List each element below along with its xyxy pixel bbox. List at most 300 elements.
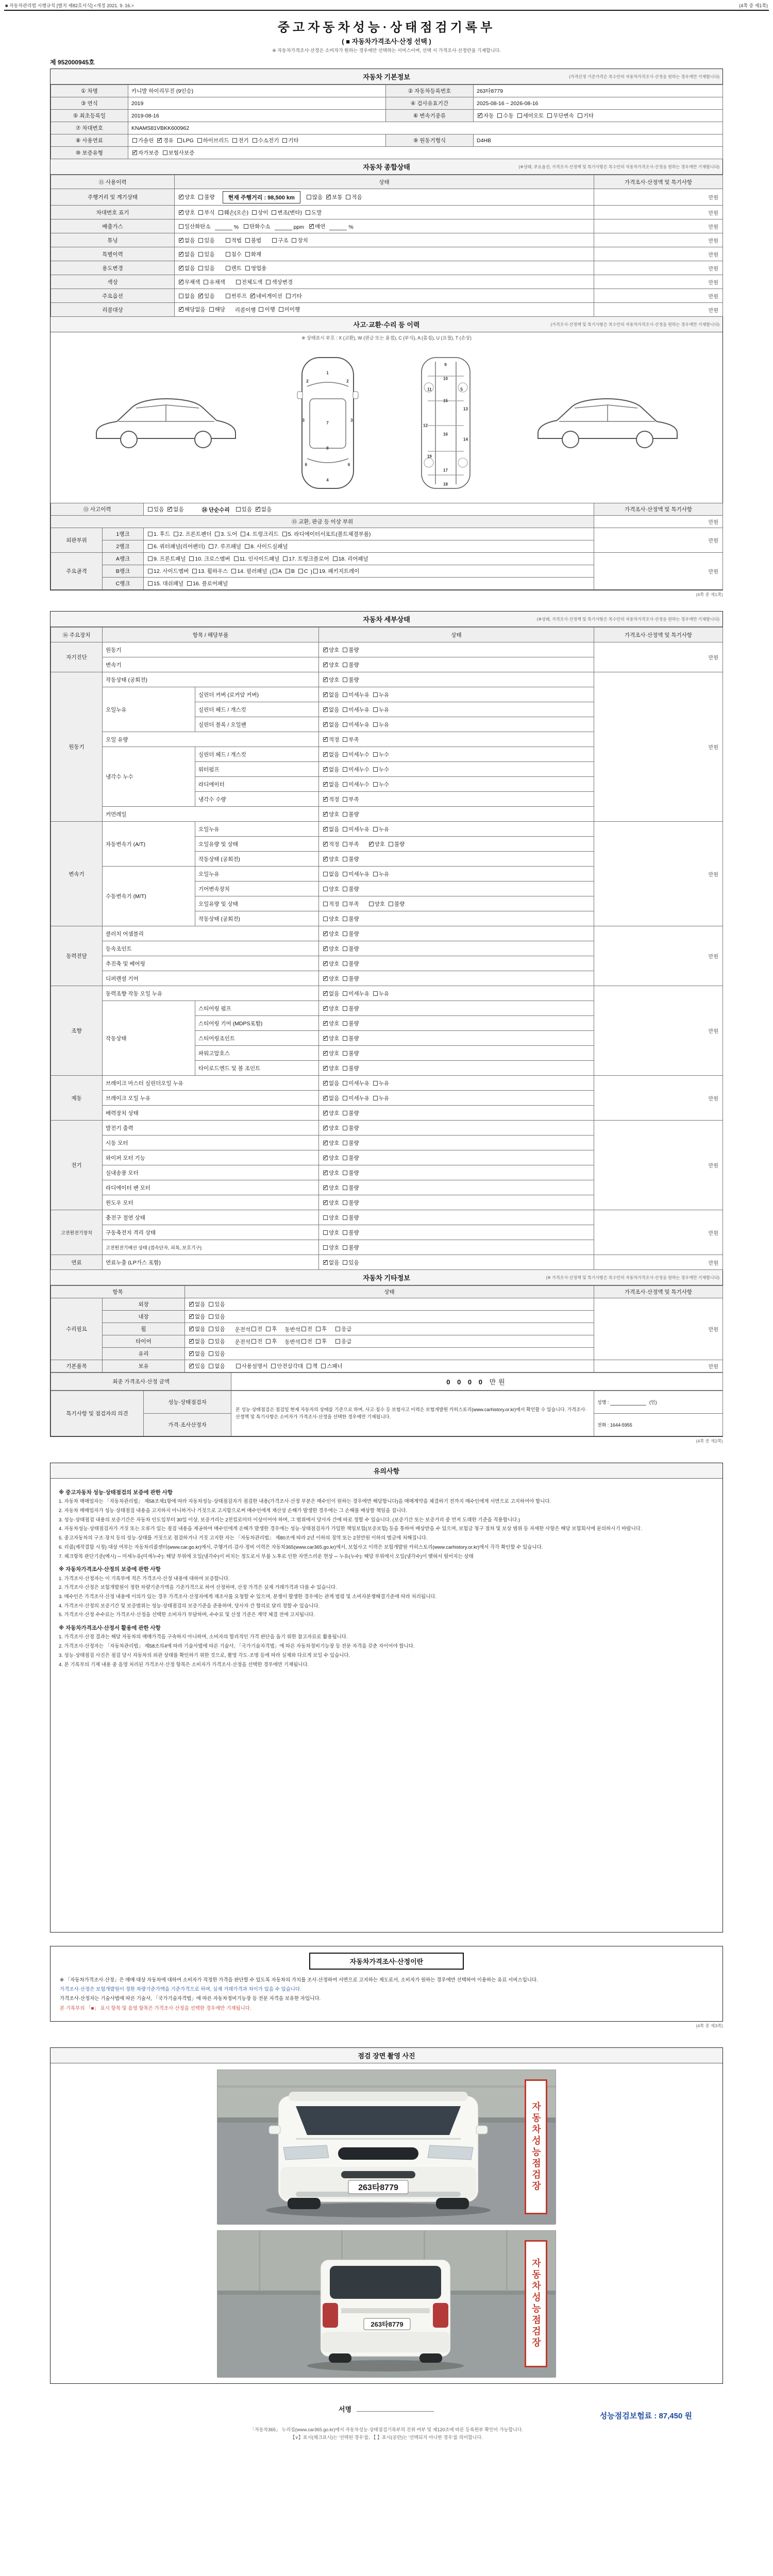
value-cell: [195, 1016, 319, 1031]
checkbox-불량[interactable]: 불량: [343, 1169, 359, 1177]
checkbox-기타[interactable]: 기타: [282, 137, 298, 144]
checkbox-잭[interactable]: 잭: [307, 1362, 317, 1370]
checkbox-15. 대쉬패널[interactable]: 15. 대쉬패널: [148, 580, 183, 587]
checkbox-18. 리어패널[interactable]: 18. 리어패널: [333, 555, 368, 563]
checkbox-기타[interactable]: 기타: [286, 292, 302, 300]
text: 주요옵션: [102, 293, 123, 299]
checkbox-가솔린[interactable]: 가솔린: [132, 137, 154, 144]
checkbox-양호[interactable]: ✓ 양호: [323, 855, 339, 863]
checkbox-불량[interactable]: 불량: [343, 1154, 359, 1162]
checkbox-B[interactable]: B: [285, 568, 295, 574]
checkbox-미세누유[interactable]: 미세누유: [343, 1094, 369, 1102]
checkbox-미세누수[interactable]: 미세누수: [343, 766, 369, 773]
checkbox-있음[interactable]: ✓ 있음: [189, 1362, 205, 1370]
checkbox-불량[interactable]: 불량: [343, 661, 359, 669]
checkbox-양호[interactable]: 양호: [323, 915, 339, 923]
checkbox-없음[interactable]: ✓ 없음: [179, 250, 195, 258]
checkbox-3. 도어[interactable]: 3. 도어: [215, 530, 237, 538]
checkbox-불량[interactable]: 불량: [343, 1049, 359, 1057]
value-cell: [319, 1240, 594, 1255]
checkbox-썬루프[interactable]: 썬루프: [226, 292, 247, 300]
checkbox-양호[interactable]: ✓ 양호: [323, 1020, 339, 1027]
value-cell: [103, 1180, 319, 1195]
section-note: (가격산정 기준가격은 복수안의 자동차가격조사·산정을 원하는 경우에만 기재합니다): [569, 74, 719, 79]
checkbox-없음[interactable]: ✓ 없음: [179, 236, 195, 244]
checkbox-box-icon: [209, 1302, 213, 1307]
checkbox-무채색[interactable]: ✓ 무채색: [179, 278, 200, 286]
checkbox-누유[interactable]: 누유: [373, 825, 389, 833]
value-cell: [594, 1121, 723, 1210]
checkbox-19. 패키지트레이[interactable]: 19. 패키지트레이: [313, 567, 359, 575]
checkbox-누유[interactable]: 누유: [373, 1079, 389, 1087]
checkbox-후[interactable]: 후: [316, 1325, 327, 1333]
checkbox-13. 휠하우스[interactable]: 13. 휠하우스: [192, 567, 228, 575]
checkbox-기타[interactable]: 기타: [578, 112, 594, 120]
text: 2019: [131, 100, 144, 107]
checkbox-불량[interactable]: 불량: [198, 193, 214, 201]
checkbox-부족[interactable]: 부족: [343, 736, 359, 743]
checkbox-양호[interactable]: 양호: [323, 885, 339, 893]
text: 작동상태 (공회전): [106, 676, 147, 683]
checkbox-2. 프론트펜더[interactable]: 2. 프론트펜더: [174, 530, 211, 538]
checkbox-11. 인사이드패널[interactable]: 11. 인사이드패널: [234, 555, 280, 563]
text: 자기진단: [66, 654, 87, 660]
checkbox-불량[interactable]: 불량: [343, 1020, 359, 1027]
checkbox-세미오토[interactable]: 세미오토: [517, 112, 544, 120]
checkbox-없음[interactable]: ✓ 없음: [323, 691, 339, 699]
checkbox-일산화탄소[interactable]: 일산화탄소: [179, 223, 211, 230]
checkbox-불량[interactable]: 불량: [343, 960, 359, 968]
checkbox-box-icon: [189, 1351, 194, 1356]
checkbox-불량[interactable]: 불량: [343, 1035, 359, 1042]
text: 본 성능·상태점검은 점검일 현재 자동차의 상태를 기준으로 하며, 사고·침수 등 보험사고 이력은 보험개발원 카히스토리(www.carhistory.or.kr)에서 확인할 수 있습니다. 가격조사·산정액 및 특기사항은 소비자가 가격조사·산정을 선택한 경우에만 기재됩니다.: [236, 1407, 587, 1419]
value-cell: [319, 777, 594, 792]
checkbox-있음[interactable]: 있음: [236, 505, 252, 513]
checkbox-적정[interactable]: 적정: [323, 900, 339, 908]
value-cell: [319, 882, 594, 896]
checkbox-양호[interactable]: ✓ 양호: [323, 1154, 339, 1162]
checkbox-불량[interactable]: 불량: [389, 840, 405, 848]
checkbox-불량[interactable]: 불량: [343, 975, 359, 982]
checkbox-하이브리드[interactable]: 하이브리드: [197, 137, 229, 144]
text: 유리: [138, 1351, 149, 1357]
checkbox-없음[interactable]: ✓ 없음: [189, 1300, 205, 1308]
checkbox-6. 쿼터패널(리어펜더)[interactable]: 6. 쿼터패널(리어펜더): [148, 543, 205, 550]
checkbox-있음[interactable]: 있음: [198, 250, 214, 258]
value-cell: [103, 1121, 319, 1136]
checkbox-후[interactable]: 후: [266, 1325, 277, 1333]
checkbox-없음[interactable]: 없음: [323, 870, 339, 878]
checkbox-불량[interactable]: 불량: [343, 1124, 359, 1132]
text: 동반석: [284, 1338, 300, 1345]
checkbox-양호[interactable]: 양호: [323, 1229, 339, 1236]
checkbox-응급[interactable]: 응급: [335, 1325, 351, 1333]
checkbox-영업용[interactable]: 영업용: [245, 264, 266, 272]
label-cell: [51, 926, 103, 986]
checkbox-불량[interactable]: 불량: [343, 1139, 359, 1147]
checkbox-있음[interactable]: 있음: [198, 264, 214, 272]
checkbox-양호[interactable]: ✓ 양호: [323, 945, 339, 953]
checkbox-14. 필러패널[interactable]: 14. 필러패널: [231, 567, 267, 575]
checkbox-해당[interactable]: 해당: [209, 306, 225, 313]
checkbox-누유[interactable]: 누유: [373, 990, 389, 997]
text: 전화 : 1644-5955: [597, 1422, 632, 1428]
checkbox-미세누유[interactable]: 미세누유: [343, 990, 369, 997]
checkbox-양호[interactable]: ✓ 양호: [323, 676, 339, 684]
checkbox-양호[interactable]: ✓ 양호: [323, 1139, 339, 1147]
checkbox-16. 플로어패널[interactable]: 16. 플로어패널: [187, 580, 228, 587]
checkbox-도말[interactable]: 도말: [306, 209, 322, 216]
checkbox-box-icon: [197, 138, 202, 143]
checkbox-없음[interactable]: ✓ 없음: [189, 1313, 205, 1320]
value-cell: [594, 553, 723, 590]
checkbox-box-icon: [167, 507, 172, 512]
checkbox-누유[interactable]: 누유: [373, 706, 389, 714]
checkbox-불량[interactable]: 불량: [343, 945, 359, 953]
checkbox-없음[interactable]: ✓ 없음: [189, 1337, 205, 1345]
checkbox-불법[interactable]: 불법: [245, 236, 261, 244]
checkbox-양호[interactable]: 양호: [323, 1214, 339, 1222]
checkbox-양호[interactable]: ✓ 양호: [323, 661, 339, 669]
checkbox-무단변속[interactable]: 무단변속: [547, 112, 574, 120]
value-cell: [474, 134, 723, 147]
checkbox-없음[interactable]: ✓ 없음: [323, 1094, 339, 1102]
text: 제동: [71, 1095, 82, 1101]
signature-area[interactable]: [339, 2404, 434, 2414]
checkbox-자동[interactable]: ✓ 자동: [478, 112, 494, 120]
checkbox-색상변경[interactable]: 색상변경: [266, 278, 293, 286]
checkbox-미이행[interactable]: 미이행: [279, 306, 300, 313]
checkbox-누수[interactable]: 누수: [373, 781, 389, 788]
checkbox-적정[interactable]: ✓ 적정: [323, 736, 339, 743]
checkbox-경유[interactable]: ✓ 경유: [157, 137, 173, 144]
checkbox-box-icon: [333, 556, 338, 561]
checkbox-없음[interactable]: 없음: [209, 1362, 225, 1370]
checkbox-없음[interactable]: ✓ 없음: [323, 825, 339, 833]
checkbox-양호[interactable]: ✓ 양호: [323, 930, 339, 938]
checkbox-부족[interactable]: 부족: [343, 840, 359, 848]
checkbox-장치[interactable]: 장치: [292, 236, 308, 244]
checkbox-box-icon: [343, 707, 347, 712]
checkbox-양호[interactable]: 양호: [323, 1244, 339, 1251]
checkbox-양호[interactable]: ✓ 양호: [323, 1199, 339, 1207]
value-cell: [103, 1106, 319, 1121]
checkbox-미세누유[interactable]: 미세누유: [343, 691, 369, 699]
checkbox-있음[interactable]: ✓ 있음: [198, 292, 214, 300]
checkbox-없음[interactable]: ✓ 없음: [323, 990, 339, 997]
checkbox-A[interactable]: A: [273, 568, 282, 574]
checkbox-불량[interactable]: 불량: [343, 885, 359, 893]
checkbox-없음[interactable]: ✓ 없음: [323, 1259, 339, 1266]
checkbox-스패너[interactable]: 스패너: [321, 1362, 342, 1370]
checkbox-없음[interactable]: 없음: [179, 292, 195, 300]
text: 윈도우 모터: [106, 1199, 133, 1206]
checkbox-box-icon: [301, 1327, 306, 1331]
value-cell: [103, 1255, 319, 1270]
checkbox-없음[interactable]: ✓ 없음: [323, 766, 339, 773]
checkbox-불량[interactable]: 불량: [389, 900, 405, 908]
value-cell: [319, 1180, 594, 1195]
text: 실린더 커버 (로커암 커버): [198, 691, 259, 698]
checkbox-7. 루프패널[interactable]: 7. 루프패널: [209, 543, 241, 550]
checkbox-box-icon: [271, 1364, 276, 1368]
label-cell: [51, 247, 175, 261]
value-cell: [175, 289, 594, 303]
text: ⑬ 사고이력: [83, 506, 111, 513]
text: 만원: [708, 655, 718, 661]
checkbox-없음[interactable]: ✓ 없음: [323, 751, 339, 758]
checkbox-불량[interactable]: 불량: [343, 915, 359, 923]
checkbox-없음[interactable]: ✓ 없음: [323, 781, 339, 788]
blank-field[interactable]: [329, 225, 347, 230]
checkbox-적정[interactable]: ✓ 적정: [323, 795, 339, 803]
checkbox-양호[interactable]: 양호: [369, 900, 385, 908]
checkbox-미세누수[interactable]: 미세누수: [343, 781, 369, 788]
checkbox-전[interactable]: 전: [301, 1337, 312, 1345]
checkbox-있음[interactable]: 있음: [209, 1337, 225, 1345]
checkbox-적법[interactable]: 적법: [226, 236, 242, 244]
label-cell: [51, 1391, 144, 1436]
checkbox-있음[interactable]: 있음: [209, 1313, 225, 1320]
checkbox-침수[interactable]: 침수: [226, 250, 242, 258]
checkbox-보험사보증[interactable]: 보험사보증: [163, 149, 195, 157]
checkbox-box-icon: [547, 113, 552, 118]
checkbox-네비게이션[interactable]: ✓ 네비게이션: [250, 292, 282, 300]
checkbox-누유[interactable]: 누유: [373, 691, 389, 699]
checkbox-렌트[interactable]: 렌트: [226, 264, 242, 272]
signature-label: 서명: [339, 2405, 352, 2413]
checkbox-8. 사이드실패널[interactable]: 8. 사이드실패널: [245, 543, 288, 550]
checkbox-불량[interactable]: 불량: [343, 1005, 359, 1012]
checkbox-양호[interactable]: ✓ 양호: [323, 975, 339, 982]
checkbox-있음[interactable]: 있음: [148, 505, 164, 513]
checkbox-이행[interactable]: 이행: [259, 306, 275, 313]
blank-field[interactable]: [275, 225, 292, 230]
checkbox-box-icon: [343, 1066, 347, 1071]
checkbox-많음[interactable]: 많음: [307, 193, 323, 201]
checkbox-없음[interactable]: ✓ 없음: [167, 505, 183, 513]
checkbox-있음[interactable]: 있음: [343, 1259, 359, 1266]
text: 충전구 절연 상태: [106, 1214, 145, 1221]
text: KNAMS81VBKK600962: [131, 125, 190, 131]
checkbox-양호[interactable]: ✓ 양호: [179, 209, 195, 216]
checkbox-9. 프론트패널[interactable]: 9. 프론트패널: [148, 555, 186, 563]
checkbox-불량[interactable]: 불량: [343, 676, 359, 684]
checkbox-box-icon: [209, 544, 213, 549]
checkbox-box-icon: [343, 1111, 347, 1115]
checkbox-box-icon: [343, 991, 347, 996]
checkbox-box-icon: [231, 569, 236, 573]
text: ⑧ 사용연료: [76, 138, 103, 144]
checkbox-12. 사이드멤버[interactable]: 12. 사이드멤버: [148, 567, 189, 575]
checkbox-미세누유[interactable]: 미세누유: [343, 1079, 369, 1087]
checkbox-불량[interactable]: 불량: [343, 1229, 359, 1236]
diagram-part-14: 14: [463, 437, 468, 442]
checkbox-수동[interactable]: 수동: [497, 112, 513, 120]
checkbox-보통[interactable]: ✓ 보통: [326, 193, 342, 201]
checkbox-적음[interactable]: 적음: [346, 193, 362, 201]
checkbox-양호[interactable]: ✓ 양호: [323, 1169, 339, 1177]
checkbox-불량[interactable]: 불량: [343, 1064, 359, 1072]
checkbox-응급[interactable]: 응급: [335, 1337, 351, 1345]
checkbox-양호[interactable]: ✓ 양호: [323, 1124, 339, 1132]
checkbox-없음[interactable]: ✓ 없음: [323, 1079, 339, 1087]
checkbox-미세누유[interactable]: 미세누유: [343, 721, 369, 728]
checkbox-양호[interactable]: ✓ 양호: [323, 646, 339, 654]
checkbox-매연[interactable]: ✓ 매연: [309, 223, 325, 230]
checkbox-17. 트렁크플로어[interactable]: 17. 트렁크플로어: [283, 555, 329, 563]
checkbox-양호[interactable]: ✓ 양호: [323, 1064, 339, 1072]
checkbox-후[interactable]: 후: [316, 1337, 327, 1345]
checkbox-없음[interactable]: ✓ 없음: [256, 505, 272, 513]
checkbox-불량[interactable]: 불량: [343, 930, 359, 938]
checkbox-box-icon: [323, 902, 328, 906]
value-cell: [103, 1150, 319, 1165]
label-cell: [51, 85, 128, 97]
signature-row: [50, 2392, 723, 2421]
text: 색상: [107, 279, 118, 285]
checkbox-양호[interactable]: ✓ 양호: [323, 1184, 339, 1192]
checkbox-변조(변타)[interactable]: 변조(변타): [272, 209, 302, 216]
checkbox-box-icon: [252, 210, 257, 215]
checkbox-4. 트렁크리드[interactable]: 4. 트렁크리드: [241, 530, 278, 538]
checkbox-누수[interactable]: 누수: [373, 751, 389, 758]
checkbox-누수[interactable]: 누수: [373, 766, 389, 773]
checkbox-불량[interactable]: 불량: [343, 1109, 359, 1117]
checkbox-없음[interactable]: ✓ 없음: [323, 706, 339, 714]
checkbox-구조[interactable]: 구조: [272, 236, 288, 244]
checkbox-불량[interactable]: 불량: [343, 1214, 359, 1222]
checkbox-box-icon: [298, 569, 303, 573]
checkbox-전기[interactable]: 전기: [232, 137, 248, 144]
checkbox-부족[interactable]: 부족: [343, 900, 359, 908]
checkbox-양호[interactable]: ✓ 양호: [179, 193, 195, 201]
checkbox-없음[interactable]: ✓ 없음: [179, 264, 195, 272]
checkbox-불량[interactable]: 불량: [343, 1199, 359, 1207]
checkbox-C[interactable]: C: [298, 568, 308, 574]
checkbox-유채색[interactable]: 유채색: [204, 278, 225, 286]
checkbox-상이[interactable]: 상이: [252, 209, 268, 216]
text: %: [348, 224, 354, 230]
checkbox-box-icon: [285, 569, 290, 573]
value-cell: [594, 275, 723, 289]
checkbox-양호[interactable]: ✓ 양호: [323, 1049, 339, 1057]
checkbox-적정[interactable]: ✓ 적정: [323, 840, 339, 848]
checkbox-box-icon: [323, 961, 328, 966]
signature-line[interactable]: [357, 2405, 434, 2412]
checkbox-사용설명서[interactable]: 사용설명서: [236, 1362, 268, 1370]
section-note: (※상태, 가격조사·산정액 및 특기사항은 복수안의 자동차가격조사·산정을 원하는 경우에만 기재합니다): [536, 617, 719, 621]
checkbox-10. 크로스멤버[interactable]: 10. 크로스멤버: [189, 555, 230, 563]
checkbox-양호[interactable]: ✓ 양호: [369, 840, 385, 848]
checkbox-있음[interactable]: 있음: [209, 1300, 225, 1308]
checkbox-불량[interactable]: 불량: [343, 1184, 359, 1192]
checkbox-불량[interactable]: 불량: [343, 855, 359, 863]
checkbox-있음[interactable]: 있음: [198, 236, 214, 244]
checkbox-미세누수[interactable]: 미세누수: [343, 751, 369, 758]
checkbox-전체도색[interactable]: 전체도색: [236, 278, 263, 286]
diagram-part-8: 8: [326, 446, 329, 451]
label-cell: [51, 110, 128, 122]
diagram-part-17: 17: [443, 468, 448, 473]
checkbox-box-icon: [266, 280, 271, 284]
checkbox-양호[interactable]: ✓ 양호: [323, 1005, 339, 1012]
value-cell: [594, 1255, 723, 1270]
checkbox-box-icon: [343, 1081, 347, 1086]
diagram-part-5: 5: [460, 387, 463, 392]
checkbox-box-icon: [179, 307, 183, 312]
checkbox-없음[interactable]: ✓ 없음: [323, 721, 339, 728]
text: ② 자동차등록번호: [408, 88, 451, 94]
checkbox-있음[interactable]: 있음: [209, 1350, 225, 1358]
label-cell: [594, 503, 723, 516]
value-cell: [195, 762, 319, 777]
value-cell: [103, 971, 319, 986]
checkbox-양호[interactable]: ✓ 양호: [323, 1035, 339, 1042]
checkbox-전[interactable]: 전: [301, 1325, 312, 1333]
checkbox-양호[interactable]: ✓ 양호: [323, 810, 339, 818]
checkbox-box-icon: [179, 280, 183, 284]
checkbox-누유[interactable]: 누유: [373, 1094, 389, 1102]
text: 2019-08-16: [131, 112, 159, 119]
diagram-part-10: 10: [443, 376, 448, 381]
label-cell: [51, 1298, 103, 1360]
text: 스티어링 기어 (MDPS포함): [198, 1020, 263, 1027]
checkbox-있음[interactable]: 있음: [209, 1325, 225, 1333]
checkbox-양호[interactable]: ✓ 양호: [323, 1109, 339, 1117]
checkbox-전[interactable]: 전: [251, 1325, 262, 1333]
checkbox-탄화수소[interactable]: 탄화수소: [244, 223, 271, 230]
checkbox-부족[interactable]: 부족: [343, 795, 359, 803]
checkbox-후[interactable]: 후: [266, 1337, 277, 1345]
checkbox-없음[interactable]: ✓ 없음: [189, 1350, 205, 1358]
checkbox-화재[interactable]: 화재: [245, 250, 261, 258]
blank-field[interactable]: [215, 225, 232, 230]
checkbox-미세누유[interactable]: 미세누유: [343, 706, 369, 714]
checkbox-1. 후드[interactable]: 1. 후드: [148, 530, 170, 538]
checkbox-없음[interactable]: ✓ 없음: [189, 1325, 205, 1333]
checkbox-LPG[interactable]: LPG: [177, 138, 194, 144]
value-cell: [103, 822, 195, 867]
checkbox-미세누유[interactable]: 미세누유: [343, 870, 369, 878]
checkbox-자가보증[interactable]: ✓ 자가보증: [132, 149, 159, 157]
checkbox-box-icon: [335, 1339, 340, 1344]
checkbox-불량[interactable]: 불량: [343, 1244, 359, 1251]
checkbox-box-icon: [179, 195, 183, 199]
checkbox-box-icon: [232, 138, 237, 143]
checkbox-box-icon: [343, 1036, 347, 1041]
checkbox-누유[interactable]: 누유: [373, 870, 389, 878]
label-cell: [103, 553, 144, 565]
notice-item: 4. 가격조사·산정의 보증기간 및 보증범위는 성능·상태점검의 보증기준을 준용하며, 당사자 간 합의로 달리 정할 수 있습니다.: [59, 1603, 320, 1609]
checkbox-누유[interactable]: 누유: [373, 721, 389, 728]
checkbox-box-icon: [323, 737, 328, 742]
checkbox-box-icon: [179, 252, 183, 257]
checkbox-부식[interactable]: 부식: [198, 209, 214, 216]
checkbox-전[interactable]: 전: [251, 1337, 262, 1345]
checkbox-훼손(오손)[interactable]: 훼손(오손): [219, 209, 249, 216]
blank-field[interactable]: [610, 1400, 646, 1405]
checkbox-해당없음[interactable]: ✓ 해당없음: [179, 306, 206, 313]
checkbox-안전삼각대[interactable]: 안전삼각대: [271, 1362, 303, 1370]
checkbox-5. 라디에이터서포트(볼트체결부품)[interactable]: 5. 라디에이터서포트(볼트체결부품): [282, 530, 371, 538]
checkbox-불량[interactable]: 불량: [343, 810, 359, 818]
checkbox-수소전기[interactable]: 수소전기: [253, 137, 279, 144]
checkbox-불량[interactable]: 불량: [343, 646, 359, 654]
text: 배출가스: [102, 223, 123, 230]
checkbox-양호[interactable]: ✓ 양호: [323, 960, 339, 968]
checkbox-미세누유[interactable]: 미세누유: [343, 825, 369, 833]
